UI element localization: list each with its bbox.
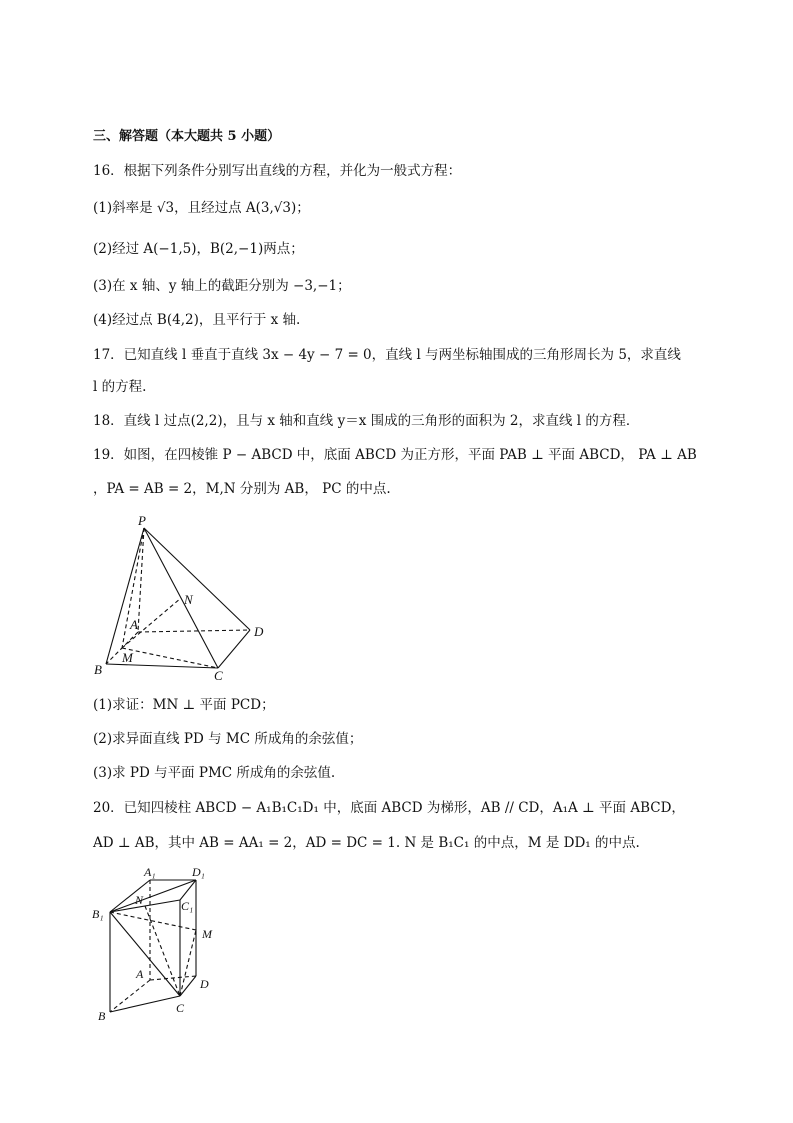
q19-part-3: (3)求 PD 与平面 PMC 所成角的余弦值. bbox=[93, 765, 336, 781]
q17-line-2: l 的方程. bbox=[93, 379, 147, 395]
q16-part-1: (1)斜率是 √3，且经过点 A(3,√3)； bbox=[93, 200, 310, 216]
q20-line-1: 20．已知四棱柱 ABCD − A₁B₁C₁D₁ 中，底面 ABCD 为梯形，AB // CD，A₁A ⊥ 平面 ABCD， bbox=[93, 800, 685, 816]
pyramid-figure bbox=[90, 512, 280, 684]
q19-part-1: (1)求证：MN ⊥ 平面 PCD； bbox=[93, 697, 275, 713]
q18-text: 18．直线 l 过点(2,2)，且与 x 轴和直线 y＝x 围成的三角形的面积为 2，求直线 l 的方程． bbox=[93, 413, 640, 429]
label-N: N bbox=[135, 893, 144, 907]
q17-line-1: 17．已知直线 l 垂直于直线 3x − 4y − 7 = 0，直线 l 与两坐标轴围成的三角形周长为 5，求直线 bbox=[93, 347, 681, 363]
q16-part-2: (2)经过 A(−1,5)，B(2,−1)两点； bbox=[93, 241, 304, 257]
label-M: M bbox=[122, 650, 133, 665]
label-B: B bbox=[98, 1009, 106, 1023]
q16-part-3: (3)在 x 轴、y 轴上的截距分别为 −3,−1； bbox=[93, 278, 351, 294]
label-D: D bbox=[200, 977, 209, 991]
label-N: N bbox=[184, 592, 193, 607]
label-C1: C₁ bbox=[181, 899, 194, 913]
label-A: A bbox=[136, 967, 144, 981]
label-D1: D₁ bbox=[192, 865, 205, 879]
label-D: D bbox=[254, 624, 264, 639]
label-A1: A₁ bbox=[144, 865, 156, 879]
q20-line-2: AD ⊥ AB，其中 AB = AA₁ = 2，AD = DC = 1. N 是 B₁C₁ 的中点，M 是 DD₁ 的中点. bbox=[93, 835, 640, 851]
label-P: P bbox=[138, 513, 146, 528]
q19-line-2: ，PA = AB = 2，M,N 分别为 AB， PC 的中点. bbox=[93, 481, 391, 497]
q19-part-2: (2)求异面直线 PD 与 MC 所成角的余弦值； bbox=[93, 731, 363, 747]
q19-line-1: 19．如图，在四棱锥 P − ABCD 中，底面 ABCD 为正方形，平面 PAB ⊥ 平面 ABCD， PA ⊥ AB bbox=[93, 447, 697, 463]
label-B1: B₁ bbox=[92, 907, 104, 921]
q16-stem: 16．根据下列条件分别写出直线的方程，并化为一般式方程： bbox=[93, 163, 462, 179]
label-A: A bbox=[130, 617, 138, 632]
label-B: B bbox=[94, 662, 102, 677]
section-heading: 三、解答题（本大题共 5 小题） bbox=[93, 129, 281, 144]
label-M: M bbox=[202, 927, 212, 941]
q16-part-4: (4)经过点 B(4,2)，且平行于 x 轴. bbox=[93, 312, 301, 328]
prism-figure bbox=[88, 864, 228, 1024]
label-C: C bbox=[214, 668, 223, 683]
label-C: C bbox=[176, 1001, 185, 1015]
